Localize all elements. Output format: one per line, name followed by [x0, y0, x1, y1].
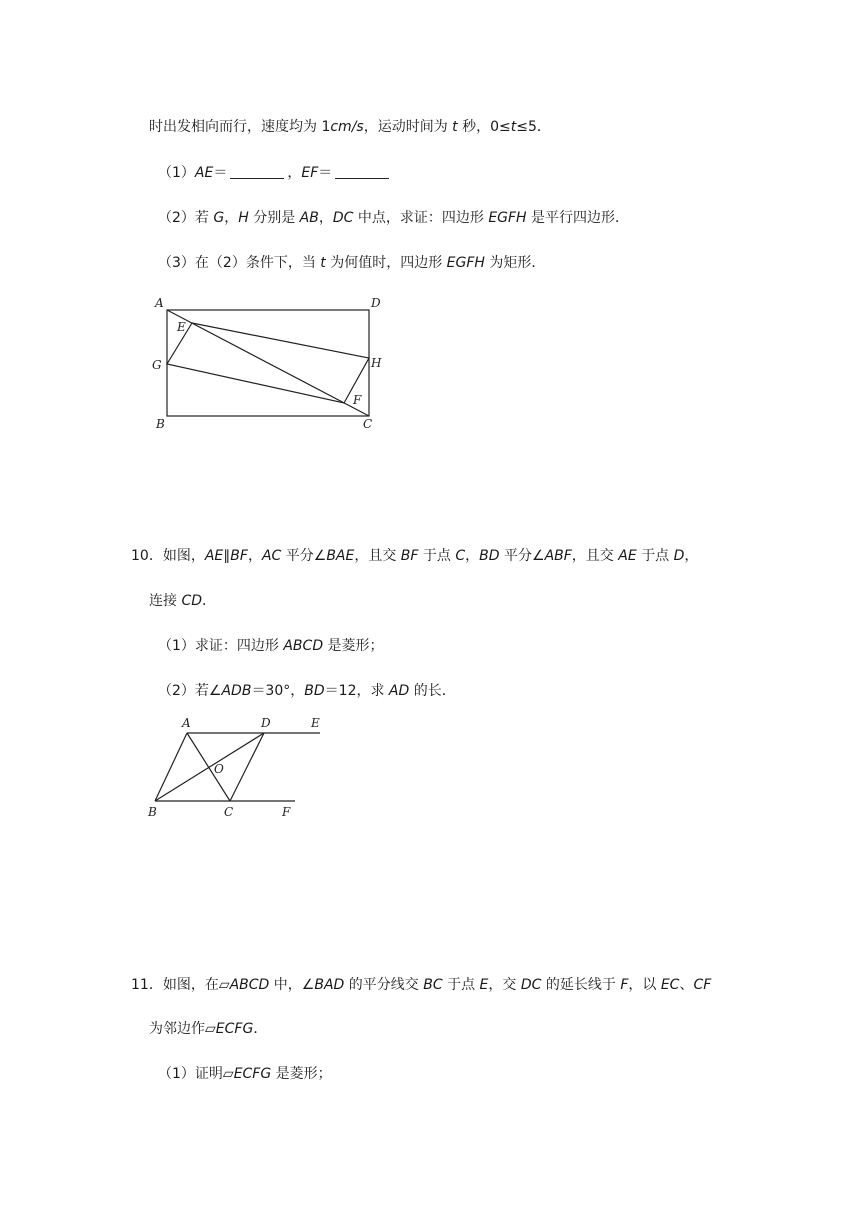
text: ，运动时间为	[363, 119, 453, 135]
text: ，	[247, 548, 262, 564]
text: 于点	[442, 977, 480, 993]
text: D	[673, 548, 685, 564]
p10-line1	[131, 546, 698, 566]
text: 是平行四边形．	[526, 210, 630, 226]
p9-question-2	[158, 208, 629, 228]
text: EGFH	[488, 210, 527, 226]
text: AE	[204, 548, 224, 564]
text: CD	[181, 593, 203, 609]
text: （3）在（2）条件下，当	[158, 255, 321, 271]
text: 平分∠	[281, 548, 327, 564]
text: EF	[301, 165, 319, 181]
text: ABCD	[283, 638, 324, 654]
text: ，	[318, 210, 333, 226]
text: ，	[684, 548, 699, 564]
label-c: C	[363, 417, 373, 431]
text: 11．如图，在▱	[131, 977, 230, 993]
text: 的平分线交	[344, 977, 424, 993]
diagonal-ac	[167, 310, 369, 416]
text: ECFG	[215, 1021, 254, 1037]
text: cm	[330, 119, 352, 135]
p11-line2	[149, 1019, 267, 1039]
label-f: F	[282, 805, 291, 819]
text: 的延长线于	[541, 977, 621, 993]
text: ．	[253, 1021, 268, 1037]
text: AC	[261, 548, 282, 564]
label-h: H	[371, 356, 382, 370]
text: ＝	[213, 165, 228, 181]
label-b: B	[156, 417, 165, 431]
text: 是菱形；	[271, 1066, 332, 1082]
label-c: C	[224, 805, 234, 819]
text: BAE	[326, 548, 355, 564]
label-f: F	[353, 393, 362, 407]
label-d: D	[261, 716, 271, 730]
text: ＝30°，	[251, 683, 305, 699]
text: 分别是	[248, 210, 300, 226]
text: 平分∠	[499, 548, 545, 564]
text: 是菱形；	[323, 638, 384, 654]
text: BD	[479, 548, 500, 564]
label-a: A	[182, 716, 191, 730]
answer-blank-ef[interactable]	[335, 164, 389, 179]
text: ＝12，求	[324, 683, 389, 699]
text: 于点	[418, 548, 456, 564]
text: DC	[520, 977, 542, 993]
text: ，交	[488, 977, 521, 993]
text: ECFG	[233, 1066, 272, 1082]
label-g: G	[152, 358, 162, 372]
text: 10．如图，	[131, 548, 205, 564]
p10-question-2	[158, 681, 456, 701]
text: ，且交	[571, 548, 619, 564]
text: BD	[304, 683, 325, 699]
text: （1）证明▱	[158, 1066, 234, 1082]
text: ABF	[544, 548, 572, 564]
text: 中点，求证：四边形	[353, 210, 489, 226]
text: CF	[693, 977, 712, 993]
text: ．	[202, 593, 217, 609]
text: s	[356, 119, 364, 135]
text: 秒，0≤	[457, 119, 511, 135]
label-a: A	[155, 296, 164, 310]
p9-rectangle-figure	[148, 292, 388, 434]
text: BC	[423, 977, 443, 993]
answer-blank-ae[interactable]	[230, 164, 284, 179]
text: 的长．	[409, 683, 456, 699]
text: （2）若∠	[158, 683, 222, 699]
p9-question-1	[158, 163, 392, 183]
label-e: E	[177, 320, 186, 334]
text: ADB	[221, 683, 252, 699]
text: /	[351, 119, 357, 135]
text: 时出发相向而行，速度均为 1	[149, 119, 331, 135]
label-b: B	[148, 805, 157, 819]
text: ≤5．	[516, 119, 551, 135]
text: 为何值时，四边形	[325, 255, 447, 271]
text: （1）	[158, 165, 195, 181]
text: 连接	[149, 593, 182, 609]
text: H	[238, 210, 249, 226]
text: ，以	[628, 977, 661, 993]
text: ＝	[318, 165, 333, 181]
text: F	[620, 977, 629, 993]
text: 于点	[636, 548, 674, 564]
label-e: E	[311, 716, 320, 730]
p9-question-3	[158, 253, 545, 273]
p10-line2	[149, 591, 216, 611]
text: t	[452, 119, 458, 135]
p10-question-1	[158, 636, 384, 656]
text: t	[320, 255, 326, 271]
p11-question-1	[158, 1064, 332, 1084]
text: t	[510, 119, 517, 135]
text: ABCD	[229, 977, 270, 993]
label-d: D	[371, 296, 381, 310]
text: ，	[287, 165, 302, 181]
text: EC	[660, 977, 680, 993]
text: AE	[194, 165, 214, 181]
text: BF	[400, 548, 419, 564]
text: E	[479, 977, 489, 993]
text: EGFH	[446, 255, 485, 271]
text: （2）若	[158, 210, 214, 226]
text: 、	[679, 977, 694, 993]
text: DC	[332, 210, 354, 226]
text: AB	[299, 210, 319, 226]
text: AD	[388, 683, 410, 699]
text: C	[455, 548, 466, 564]
text: 为邻边作▱	[149, 1021, 216, 1037]
p9-line1	[149, 117, 551, 137]
text: BAD	[314, 977, 345, 993]
text: ，	[465, 548, 480, 564]
text: 中，∠	[269, 977, 315, 993]
label-o: O	[214, 762, 224, 776]
text: （1）求证：四边形	[158, 638, 284, 654]
p11-line1	[131, 975, 711, 995]
text: ，	[224, 210, 239, 226]
text: AE	[618, 548, 637, 564]
p10-rhombus-figure	[140, 712, 330, 824]
text: G	[213, 210, 225, 226]
text: ，且交	[354, 548, 401, 564]
text: ∥	[223, 548, 231, 564]
text: BF	[230, 548, 248, 564]
text: 为矩形．	[484, 255, 546, 271]
